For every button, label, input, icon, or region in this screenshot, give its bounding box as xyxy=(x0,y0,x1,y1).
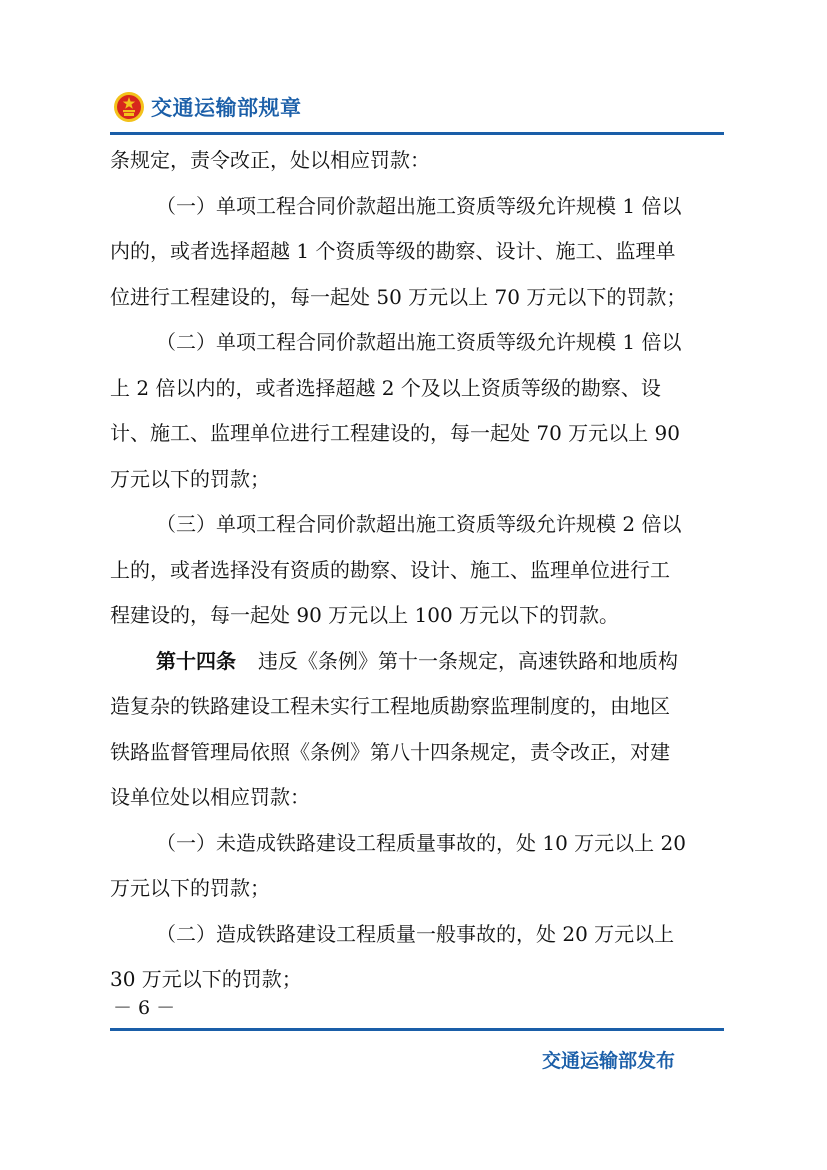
text-line: 上 2 倍以内的，或者选择超越 2 个及以上资质等级的勘察、设 xyxy=(110,375,661,400)
text-line: （二）造成铁路建设工程质量一般事故的，处 20 万元以上 xyxy=(156,921,675,946)
text-line: 造复杂的铁路建设工程未实行工程地质勘察监理制度的，由地区 xyxy=(110,694,670,718)
header-divider xyxy=(110,132,724,135)
page-number: － 6 － xyxy=(113,997,176,1019)
text-line: 位进行工程建设的，每一起处 50 万元以上 70 万元以下的罚款； xyxy=(110,284,687,309)
text-line: 程建设的，每一起处 90 万元以上 100 万元以下的罚款。 xyxy=(110,603,620,627)
article-label: 第十四条 xyxy=(156,648,236,673)
national-emblem-icon xyxy=(113,91,145,123)
text-line: （一）单项工程合同价款超出施工资质等级允许规模 1 倍以 xyxy=(156,193,682,218)
text-line: 万元以下的罚款； xyxy=(110,876,270,900)
page-header xyxy=(113,87,302,127)
footer-publisher: 交通运输部发布 xyxy=(541,1050,675,1072)
document-body xyxy=(110,138,724,1003)
text-line: （三）单项工程合同价款超出施工资质等级允许规模 2 倍以 xyxy=(156,512,682,536)
text-line: （一）未造成铁路建设工程质量事故的，处 10 万元以上 20 xyxy=(156,830,686,855)
text-line: 设单位处以相应罚款： xyxy=(110,785,310,809)
text-line: 条规定，责令改正，处以相应罚款： xyxy=(110,148,430,172)
header-title: 交通运输部规章 xyxy=(151,96,302,120)
text-line: 万元以下的罚款； xyxy=(110,466,270,491)
footer-divider xyxy=(110,1028,724,1031)
text-line: 铁路监督管理局依照《条例》第八十四条规定，责令改正，对建 xyxy=(110,739,670,764)
text-line: 内的，或者选择超越 1 个资质等级的勘察、设计、施工、监理单 xyxy=(110,239,676,263)
text-line: 上的，或者选择没有资质的勘察、设计、施工、监理单位进行工 xyxy=(110,557,670,582)
article-heading-line: 第十四条 违反《条例》第十一条规定，高速铁路和地质构 xyxy=(156,648,678,673)
text-line: 计、施工、监理单位进行工程建设的，每一起处 70 万元以上 90 xyxy=(110,421,680,445)
text-line: 30 万元以下的罚款； xyxy=(110,967,302,991)
text-line: （二）单项工程合同价款超出施工资质等级允许规模 1 倍以 xyxy=(156,330,682,354)
